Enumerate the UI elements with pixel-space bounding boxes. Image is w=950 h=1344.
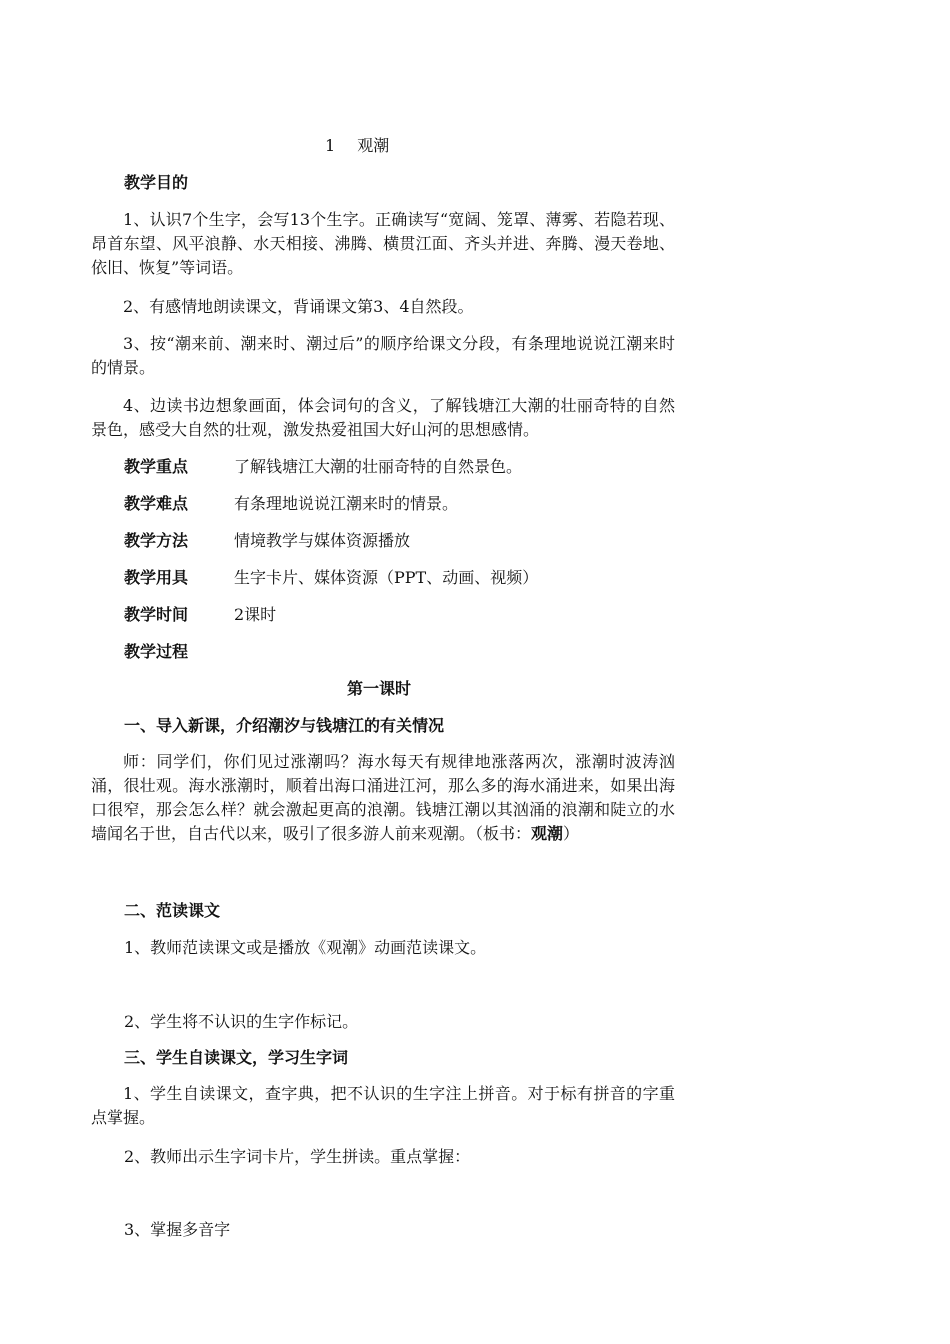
method-label: 教学方法 <box>124 531 189 550</box>
tools-value: 生字卡片、媒体资源（PPT、动画、视频） <box>234 568 539 587</box>
difficulty-label: 教学难点 <box>124 494 189 513</box>
difficulty-value: 有条理地说说江潮来时的情景。 <box>234 494 459 513</box>
section-1-heading: 一、导入新课，介绍潮汐与钱塘江的有关情况 <box>124 716 445 735</box>
lesson-title-text: 观潮 <box>357 136 390 155</box>
objective-2: 2、有感情地朗读课文，背诵课文第3、4自然段。 <box>123 297 474 316</box>
section-3-heading: 三、学生自读课文，学习生字词 <box>124 1048 349 1067</box>
time-value: 2课时 <box>234 605 277 624</box>
objective-1: 1、认识7个生字，会写13个生字。正确读写“宽阔、笼罩、薄雾、若隐若现、昂首东望、风平浪静、水天相接、沸腾、横贯江面、齐头并进、奔腾、漫天卷地、依旧、恢复”等词语。 <box>91 210 675 277</box>
section-2-heading: 二、范读课文 <box>124 901 221 920</box>
key-point-label: 教学重点 <box>124 457 189 476</box>
process-heading: 教学过程 <box>124 642 189 661</box>
objectives-heading: 教学目的 <box>124 173 189 192</box>
board-text: 观潮 <box>531 824 564 843</box>
objective-4: 4、边读书边想象画面，体会词句的含义，了解钱塘江大潮的壮丽奇特的自然景色，感受大自然的壮观，激发热爱祖国大好山河的思想感情。 <box>91 396 675 439</box>
section-1-text: 师：同学们，你们见过涨潮吗？海水每天有规律地涨落两次，涨潮时波涛汹涌，很壮观。海水涨潮时，顺着出海口涌进江河，那么多的海水涌进来，如果出海口很窄，那会怎么样？就会激起更高的浪潮。钱塘江潮以其汹涌的浪潮和陡立的水墙闻名于世，自古代以来，吸引了很多游人前来观潮。（板书： <box>91 752 675 843</box>
key-point-value: 了解钱塘江大潮的壮丽奇特的自然景色。 <box>234 457 523 476</box>
objective-3: 3、按“潮来前、潮来时、潮过后”的顺序给课文分段，有条理地说说江潮来时的情景。 <box>91 334 675 377</box>
section-2-item-2: 2、学生将不认识的生字作标记。 <box>124 1012 359 1031</box>
method-value: 情境教学与媒体资源播放 <box>234 531 411 550</box>
section-3-item-3: 3、掌握多音字 <box>124 1220 231 1239</box>
time-label: 教学时间 <box>124 605 189 624</box>
tools-label: 教学用具 <box>124 568 189 587</box>
section-2-item-1: 1、教师范读课文或是播放《观潮》动画范读课文。 <box>124 938 487 957</box>
section-1-paragraph <box>91 750 675 846</box>
first-lesson-heading: 第一课时 <box>347 679 412 698</box>
section-1-close: ） <box>563 824 580 843</box>
section-3-item-1: 1、学生自读课文，查字典，把不认识的生字注上拼音。对于标有拼音的字重点掌握。 <box>91 1084 675 1127</box>
section-3-item-2: 2、教师出示生字词卡片，学生拼读。重点掌握： <box>124 1147 471 1166</box>
lesson-title <box>325 134 389 158</box>
lesson-number: 1 <box>325 136 336 155</box>
